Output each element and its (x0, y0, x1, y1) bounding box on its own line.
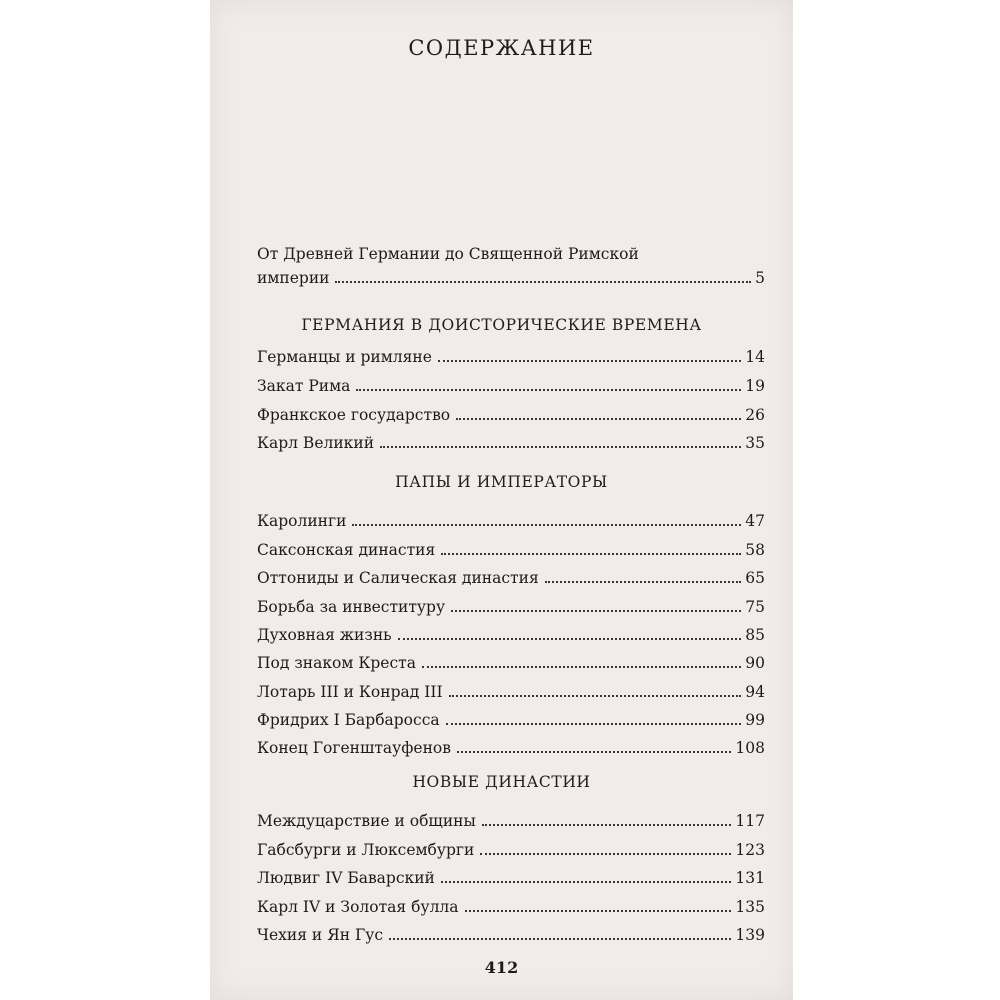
toc-entry-label: Людвиг IV Баварский (257, 869, 435, 887)
dot-leader (356, 389, 741, 391)
dot-leader (438, 360, 741, 362)
toc-entry-page: 90 (745, 654, 765, 672)
toc-entry-intro-line1: От Древней Германии до Священной Римской (257, 245, 639, 263)
section-heading-new-dynasties: НОВЫЕ ДИНАСТИИ (412, 773, 591, 791)
section-heading-prehistoric: ГЕРМАНИЯ В ДОИСТОРИЧЕСКИЕ ВРЕМЕНА (301, 316, 702, 334)
toc-entry-label: Франкское государство (257, 406, 451, 424)
toc-entry-page: 99 (745, 711, 765, 729)
toc-entry-label: Карл IV и Золотая булла (257, 898, 459, 916)
toc-entry-label: Духовная жизнь (257, 626, 392, 644)
toc-entry-page: 14 (745, 348, 765, 366)
toc-entry (257, 866, 765, 888)
toc-entry-label: Германцы и римляне (257, 348, 432, 366)
toc-entry-label: Саксонская династия (257, 541, 436, 559)
toc-entry-label: Конец Гогенштауфенов (257, 739, 451, 757)
toc-entry (257, 538, 765, 560)
toc-entry-page: 117 (735, 812, 765, 830)
dot-leader (398, 638, 742, 640)
page-title: СОДЕРЖАНИЕ (408, 36, 595, 60)
toc-entry (257, 509, 765, 531)
toc-entry-page: 85 (745, 626, 765, 644)
toc-entry (257, 374, 765, 396)
dot-leader (480, 853, 731, 855)
toc-entry-label: Фридрих I Барбаросса (257, 711, 440, 729)
toc-entry (257, 708, 765, 730)
toc-entry-page: 75 (745, 598, 765, 616)
book-page (210, 0, 793, 1000)
toc-entry-label: Оттониды и Салическая династия (257, 569, 539, 587)
toc-entry-page: 131 (735, 869, 765, 887)
toc-entry (257, 809, 765, 831)
toc-entry-page: 65 (745, 569, 765, 587)
toc-entry-label: Габсбурги и Люксембурги (257, 841, 475, 859)
toc-entry-page: 19 (745, 377, 765, 395)
dot-leader (335, 281, 751, 283)
toc-entry (257, 403, 765, 425)
toc-entry-label: Лотарь III и Конрад III (257, 683, 443, 701)
dot-leader (441, 553, 741, 555)
toc-entry-page: 108 (735, 739, 765, 757)
dot-leader (380, 446, 741, 448)
toc-entry (257, 680, 765, 702)
toc-entry-page: 35 (745, 434, 765, 452)
dot-leader (446, 723, 742, 725)
toc-entry (257, 838, 765, 860)
dot-leader (441, 881, 732, 883)
toc-entry-label: Под знаком Креста (257, 654, 416, 672)
dot-leader (482, 824, 732, 826)
toc-entry-label: Закат Рима (257, 377, 351, 395)
dot-leader (465, 910, 732, 912)
toc-entry (257, 623, 765, 645)
toc-entry (257, 595, 765, 617)
toc-entry-label: Каролинги (257, 512, 347, 530)
toc-entry (257, 895, 765, 917)
dot-leader (389, 938, 731, 940)
dot-leader (456, 418, 741, 420)
dot-leader (352, 524, 741, 526)
toc-entry (257, 923, 765, 945)
toc-entry (257, 431, 765, 453)
toc-entry-page: 139 (735, 926, 765, 944)
toc-entry-page: 94 (745, 683, 765, 701)
toc-entry (257, 566, 765, 588)
toc-entry (257, 736, 765, 758)
toc-entry-label: Чехия и Ян Гус (257, 926, 384, 944)
toc-entry-page: 58 (745, 541, 765, 559)
toc-entry-page: 26 (745, 406, 765, 424)
toc-entry-intro (257, 266, 765, 288)
toc-entry-label: империи (257, 269, 330, 287)
dot-leader (449, 695, 742, 697)
toc-entry-label: Борьба за инвеституру (257, 598, 446, 616)
toc-entry-page: 135 (735, 898, 765, 916)
toc-entry-page: 47 (745, 512, 765, 530)
dot-leader (545, 581, 742, 583)
section-heading-popes-emperors: ПАПЫ И ИМПЕРАТОРЫ (395, 473, 608, 491)
toc-entry-page: 5 (755, 269, 765, 287)
toc-entry (257, 651, 765, 673)
toc-entry-label: Междуцарствие и общины (257, 812, 476, 830)
dot-leader (422, 666, 741, 668)
dot-leader (457, 751, 731, 753)
toc-entry-label: Карл Великий (257, 434, 375, 452)
dot-leader (451, 610, 741, 612)
toc-entry-page: 123 (735, 841, 765, 859)
page-number: 412 (484, 958, 519, 977)
toc-entry (257, 345, 765, 367)
